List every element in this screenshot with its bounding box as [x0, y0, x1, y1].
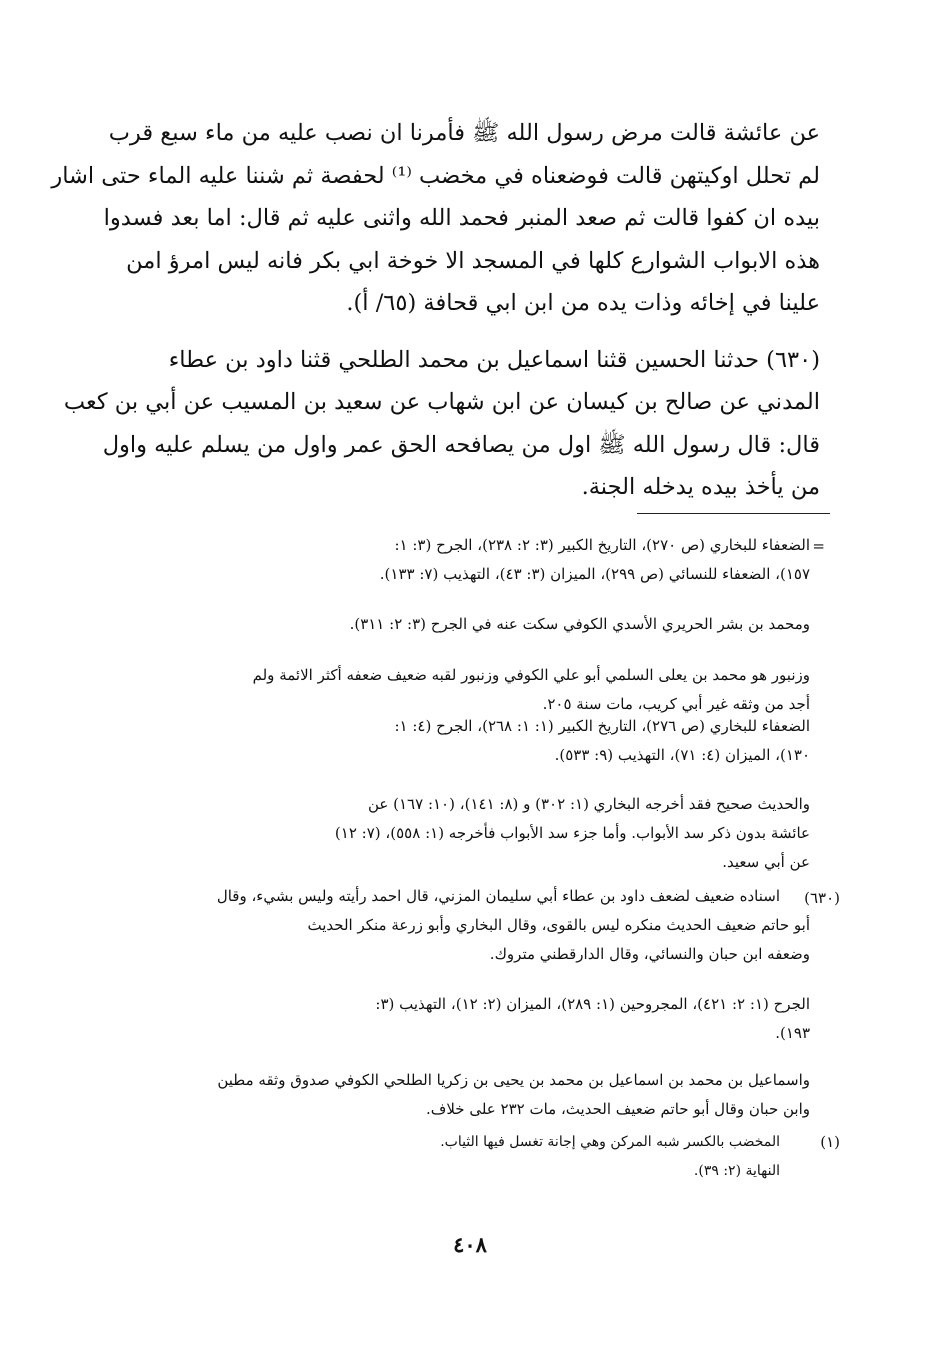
footnote-line: الجرح (١: ٢: ٤٢١)، المجروحين (١: ٢٨٩)، الميزان (٢: ١٢)، التهذيب (٣:: [375, 995, 810, 1013]
footnote-block: [130, 882, 810, 969]
paragraph-1: [51, 112, 820, 325]
text-line: هذه الابواب الشوارع كلها في المسجد الا خوخة ابي بكر فانه ليس امرؤ امن: [126, 247, 820, 274]
footnote-block: [130, 661, 810, 719]
footnote-line: ١٩٣).: [775, 1024, 810, 1042]
text-line: لم تحلل اوكيتهن قالت فوضعناه في مخضب ⁽¹⁾ لحفصة ثم شننا عليه الماء حتى اشار: [51, 162, 820, 189]
text-line: قال: قال رسول الله ﷺ اول من يصافحه الحق عمر واول من يسلم عليه واول: [102, 431, 820, 458]
footnote-line: وابن حبان وقال أبو حاتم ضعيف الحديث، مات ٢٣٢ على خلاف.: [426, 1100, 810, 1118]
footnote-number-1: (١): [820, 1133, 840, 1151]
footnote-line: واسماعيل بن محمد بن اسماعيل بن محمد بن يحيى بن زكريا الطلحي الكوفي صدوق وثقه مطين: [217, 1071, 810, 1089]
footnote-line: أبو حاتم ضعيف الحديث منكره ليس بالقوى، وقال البخاري وأبو زرعة منكر الحديث: [307, 916, 810, 934]
footnote-line: الضعفاء للبخاري (ص ٢٧٦)، التاريخ الكبير (١: ١: ٢٦٨)، الجرح (٤: ١:: [394, 717, 810, 735]
footnote-line: وزنبور هو محمد بن يعلى السلمي أبو علي الكوفي وزنبور لقبه ضعيف ضعفه أكثر الائمة ولم: [252, 666, 810, 684]
text-line: عن عائشة قالت مرض رسول الله ﷺ فأمرنا ان نصب عليه من ماء سبع قرب: [108, 120, 820, 146]
footnote-block: [130, 712, 810, 770]
footnote-block: [180, 1128, 780, 1186]
continuation-marker: =: [812, 537, 825, 555]
footnote-line: اسناده ضعيف لضعف داود بن عطاء أبي سليمان المزني، قال احمد رأيته وليس بشيء، وقال: [216, 887, 780, 905]
footnote-number-630: (٦٣٠): [804, 889, 840, 907]
footnote-line: ١٣٠)، الميزان (٤: ٧١)، التهذيب (٩: ٥٣٣).: [554, 746, 810, 764]
footnote-line: أجد من وثقه غير أبي كريب، مات سنة ٢٠٥.: [542, 695, 810, 713]
footnote-line: الضعفاء للبخاري (ص ٢٧٠)، التاريخ الكبير (٣: ٢: ٢٣٨)، الجرح (٣: ١:: [394, 536, 810, 554]
text-line: بيده ان كفوا قالت ثم صعد المنبر فحمد الله واثنى عليه ثم قال: اما بعد فسدوا: [103, 205, 820, 231]
footnote-separator: [637, 513, 830, 514]
footnote-line: عائشة بدون ذكر سد الأبواب. وأما جزء سد الأبواب فأخرجه (١: ٥٥٨)، (٧: ١٢): [334, 824, 810, 842]
text-line: المدني عن صالح بن كيسان عن ابن شهاب عن سعيد بن المسيب عن أبي بن كعب: [63, 389, 820, 415]
footnote-block: [130, 790, 810, 877]
footnote-block: [130, 990, 810, 1048]
footnote-line: المخضب بالكسر شبه المركن وهي إجانة تغسل فيها الثياب.: [440, 1134, 780, 1150]
page-number: ٤٠٨: [453, 1232, 487, 1257]
footnote-line: ١٥٧)، الضعفاء للنسائي (ص ٢٩٩)، الميزان (٣: ٤٣)، التهذيب (٧: ١٣٣).: [379, 565, 810, 583]
footnote-line: النهاية (٢: ٣٩).: [693, 1163, 780, 1179]
main-text: [51, 112, 820, 509]
footnote-block: [130, 1066, 810, 1124]
text-line: علينا في إخائه وذات يده من ابن ابي قحافة (٦٥/ أ).: [346, 290, 820, 316]
text-line: من يأخذ بيده يدخله الجنة.: [581, 474, 820, 500]
footnote-block: [130, 610, 810, 639]
footnote-line: وضعفه ابن حبان والنسائي، وقال الدارقطني متروك.: [489, 945, 810, 963]
footnote-line: ومحمد بن بشر الحريري الأسدي الكوفي سكت عنه في الجرح (٣: ٢: ٣١١).: [349, 615, 810, 633]
footnote-block: [130, 531, 810, 589]
footnote-line: والحديث صحيح فقد أخرجه البخاري (١: ٣٠٢) و (٨: ١٤١)، (١٠: ١٦٧) عن: [368, 795, 810, 813]
footnote-line: عن أبي سعيد.: [722, 853, 810, 871]
text-line: (٦٣٠) حدثنا الحسين قثنا اسماعيل بن محمد الطلحي قثنا داود بن عطاء: [168, 346, 820, 373]
paragraph-2: [63, 339, 820, 509]
